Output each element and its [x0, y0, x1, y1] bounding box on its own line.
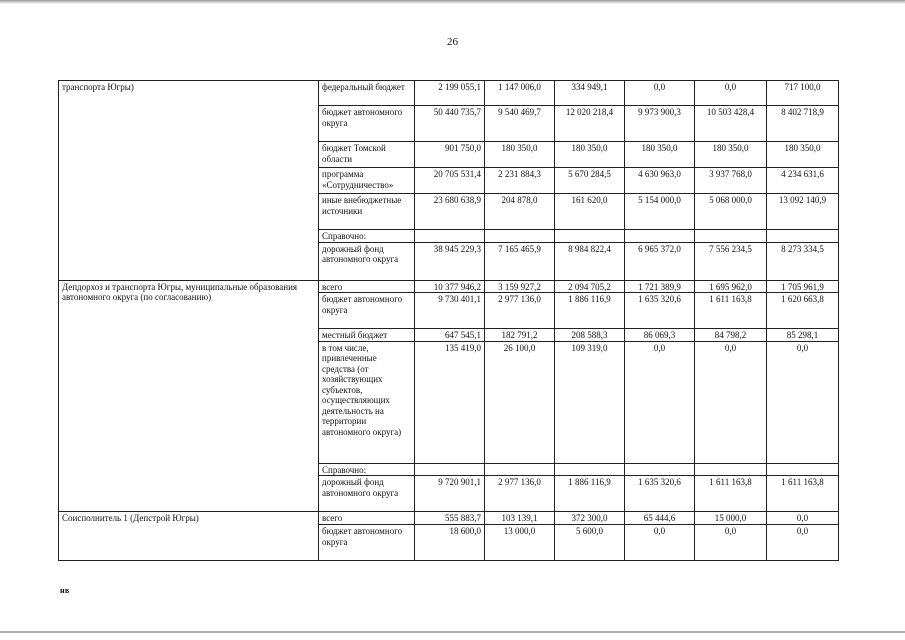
source-cell: в том числе, привлеченные средства (от хозяйствующих субъектов, осуществляющих деятельность на территории автономного округа)	[319, 341, 415, 463]
value-cell: 7 556 234,5	[695, 242, 767, 280]
value-cell: 182 791,2	[485, 329, 555, 342]
value-cell: 2 231 884,3	[485, 168, 555, 194]
value-cell: 180 350,0	[485, 142, 555, 168]
value-cell: 85 298,1	[767, 329, 839, 342]
value-cell: 13 000,0	[485, 525, 555, 561]
value-cell: 1 611 163,8	[695, 293, 767, 329]
value-cell: 0,0	[695, 525, 767, 561]
value-cell: 334 949,1	[555, 81, 625, 106]
scan-edge-top	[0, 0, 905, 4]
value-total	[415, 230, 485, 243]
value-cell	[625, 463, 695, 476]
value-total: 135 419,0	[415, 341, 485, 463]
value-total: 2 199 055,1	[415, 81, 485, 106]
value-cell: 4 234 631,6	[767, 168, 839, 194]
value-cell	[625, 230, 695, 243]
value-cell: 9 540 469,7	[485, 106, 555, 142]
value-cell	[695, 463, 767, 476]
value-cell: 5 068 000,0	[695, 194, 767, 230]
value-cell: 180 350,0	[767, 142, 839, 168]
value-cell: 9 973 900,3	[625, 106, 695, 142]
value-total: 23 680 638,9	[415, 194, 485, 230]
value-cell: 0,0	[767, 341, 839, 463]
source-cell: бюджет автономного округа	[319, 106, 415, 142]
value-total: 18 600,0	[415, 525, 485, 561]
value-cell: 204 878,0	[485, 194, 555, 230]
value-total: 901 750,0	[415, 142, 485, 168]
value-cell: 1 886 116,9	[555, 293, 625, 329]
value-cell: 2 977 136,0	[485, 476, 555, 512]
value-cell: 8 984 822,4	[555, 242, 625, 280]
value-cell: 3 937 768,0	[695, 168, 767, 194]
value-cell: 0,0	[625, 81, 695, 106]
value-cell	[485, 230, 555, 243]
value-cell: 1 147 006,0	[485, 81, 555, 106]
value-cell: 1 695 962,0	[695, 280, 767, 293]
value-cell: 0,0	[767, 512, 839, 525]
source-cell: Справочно:	[319, 463, 415, 476]
value-cell	[767, 463, 839, 476]
footer-mark: нв	[60, 586, 70, 595]
funding-table	[58, 80, 839, 561]
value-total: 9 720 901,1	[415, 476, 485, 512]
value-cell: 1 635 320,6	[625, 293, 695, 329]
value-cell: 0,0	[625, 341, 695, 463]
table-row	[59, 280, 839, 293]
source-cell: всего	[319, 512, 415, 525]
source-cell: всего	[319, 280, 415, 293]
value-cell: 180 350,0	[695, 142, 767, 168]
value-cell: 6 965 372,0	[625, 242, 695, 280]
value-total: 555 883,7	[415, 512, 485, 525]
value-cell: 161 620,0	[555, 194, 625, 230]
executor-cell: Соисполнитель 1 (Депстрой Югры)	[59, 512, 319, 561]
value-cell: 0,0	[695, 81, 767, 106]
source-cell: Справочно:	[319, 230, 415, 243]
value-cell: 65 444,6	[625, 512, 695, 525]
value-cell: 1 886 116,9	[555, 476, 625, 512]
source-cell: местный бюджет	[319, 329, 415, 342]
source-cell: бюджет автономного округа	[319, 293, 415, 329]
value-cell: 4 630 963,0	[625, 168, 695, 194]
value-total: 10 377 946,2	[415, 280, 485, 293]
value-cell: 1 620 663,8	[767, 293, 839, 329]
value-total	[415, 463, 485, 476]
value-cell: 12 020 218,4	[555, 106, 625, 142]
value-total: 9 730 401,1	[415, 293, 485, 329]
value-total: 647 545,1	[415, 329, 485, 342]
value-cell: 8 273 334,5	[767, 242, 839, 280]
value-cell: 109 319,0	[555, 341, 625, 463]
value-cell: 1 611 163,8	[695, 476, 767, 512]
value-cell: 180 350,0	[625, 142, 695, 168]
value-cell: 717 100,0	[767, 81, 839, 106]
value-cell: 0,0	[625, 525, 695, 561]
value-cell	[767, 230, 839, 243]
value-total: 50 440 735,7	[415, 106, 485, 142]
value-cell: 180 350,0	[555, 142, 625, 168]
source-cell: бюджет автономного округа	[319, 525, 415, 561]
scan-edge-bottom	[0, 631, 905, 633]
value-cell	[555, 230, 625, 243]
value-total: 20 705 531,4	[415, 168, 485, 194]
value-cell: 15 000,0	[695, 512, 767, 525]
value-cell: 1 721 389,9	[625, 280, 695, 293]
value-cell: 103 139,1	[485, 512, 555, 525]
source-cell: федеральный бюджет	[319, 81, 415, 106]
value-cell: 0,0	[767, 525, 839, 561]
value-cell: 208 588,3	[555, 329, 625, 342]
value-cell: 5 670 284,5	[555, 168, 625, 194]
value-cell: 86 069,3	[625, 329, 695, 342]
table-row	[59, 81, 839, 106]
value-total: 38 945 229,3	[415, 242, 485, 280]
value-cell: 8 402 718,9	[767, 106, 839, 142]
value-cell: 2 977 136,0	[485, 293, 555, 329]
value-cell: 26 100,0	[485, 341, 555, 463]
value-cell	[555, 463, 625, 476]
source-cell: дорожный фонд автономного округа	[319, 476, 415, 512]
value-cell: 1 611 163,8	[767, 476, 839, 512]
value-cell: 13 092 140,9	[767, 194, 839, 230]
value-cell: 84 798,2	[695, 329, 767, 342]
value-cell: 5 600,0	[555, 525, 625, 561]
executor-cell: транспорта Югры)	[59, 81, 319, 281]
value-cell	[695, 230, 767, 243]
value-cell	[485, 463, 555, 476]
page-number: 26	[447, 36, 458, 48]
value-cell: 7 165 465,9	[485, 242, 555, 280]
source-cell: программа «Сотрудничество»	[319, 168, 415, 194]
value-cell: 3 159 927,2	[485, 280, 555, 293]
value-cell: 10 503 428,4	[695, 106, 767, 142]
executor-cell: Депдорхоз и транспорта Югры, муниципальные образования автономного округа (по согласованию)	[59, 280, 319, 512]
value-cell: 372 300,0	[555, 512, 625, 525]
value-cell: 5 154 000,0	[625, 194, 695, 230]
value-cell: 1 705 961,9	[767, 280, 839, 293]
table-row	[59, 512, 839, 525]
source-cell: иные внебюджетные источники	[319, 194, 415, 230]
source-cell: дорожный фонд автономного округа	[319, 242, 415, 280]
value-cell: 2 094 705,2	[555, 280, 625, 293]
value-cell: 1 635 320,6	[625, 476, 695, 512]
value-cell: 0,0	[695, 341, 767, 463]
source-cell: бюджет Томской области	[319, 142, 415, 168]
